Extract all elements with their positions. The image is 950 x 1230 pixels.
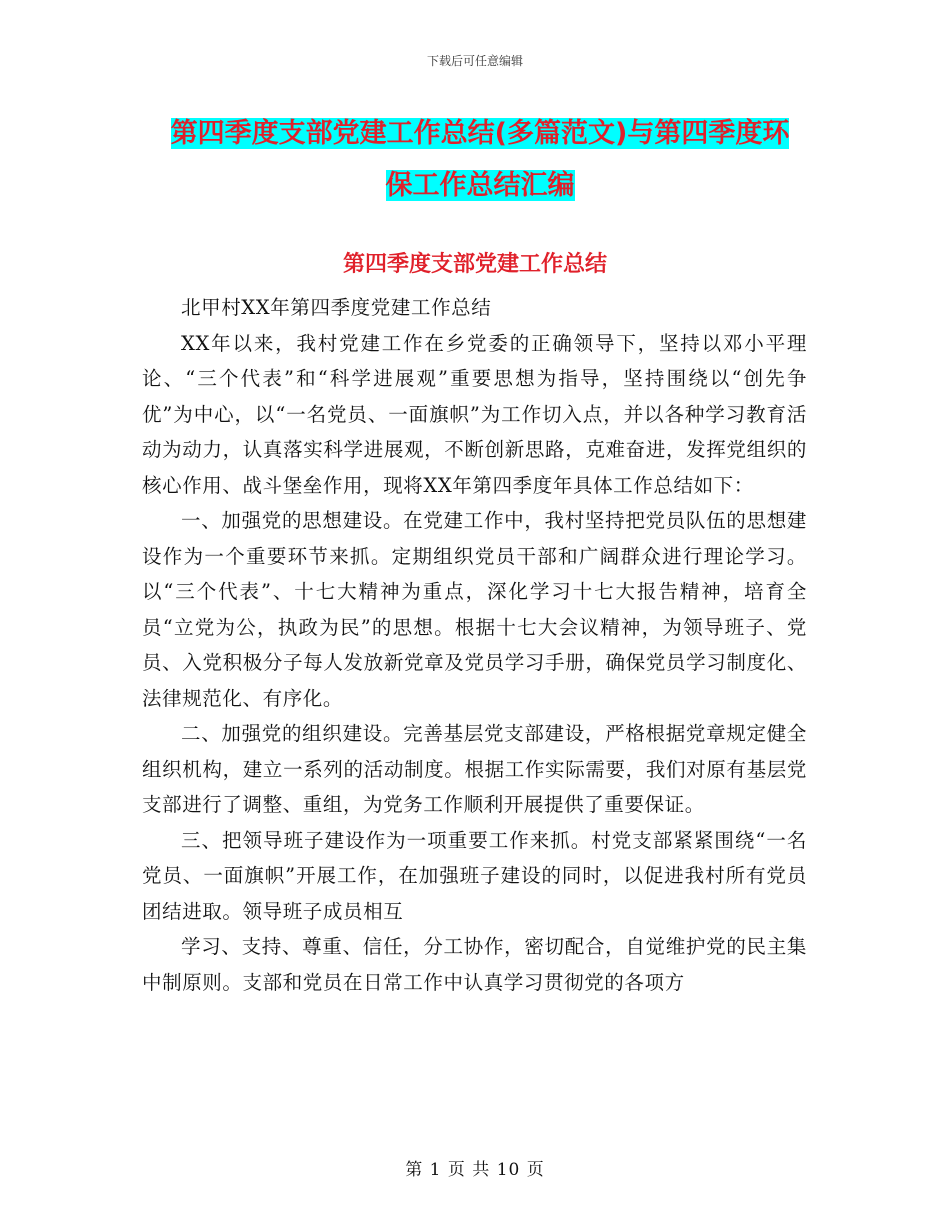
title-line-1: 第四季度支部党建工作总结(多篇范文)与第四季度环 [170,118,790,149]
paragraph: 二、加强党的组织建设。完善基层党支部建设，严格根据党章规定健全组织机构，建立一系列的活动制度。根据工作实际需要，我们对原有基层党支部进行了调整、重组，为党务工作顺利开展提供了重要保证。 [142,722,807,816]
document-body [142,290,807,1000]
page-footer: 第 1 页 共 10 页 [405,1160,545,1180]
paragraph: 三、把领导班子建设作为一项重要工作来抓。村党支部紧紧围绕“一名党员、一面旗帜”开展工作，在加强班子建设的同时，以促进我村所有党员团结进取。领导班子成员相互 [142,828,807,923]
paragraph: XX年以来，我村党建工作在乡党委的正确领导下，坚持以邓小平理论、“三个代表”和“科学进展观”重要思想为指导，坚持围绕以“创先争优”为中心，以“一名党员、一面旗帜”为工作切入点，并以各种学习教育活动为动力，认真落实科学进展观，不断创新思路，克难奋进，发挥党组织的核心作用、战斗堡垒作用，现将XX年第四季度年具体工作总结如下： [142,331,807,497]
header-note: 下载后可任意编辑 [426,54,523,68]
document-title [140,108,820,212]
paragraph: 北甲村XX年第四季度党建工作总结 [181,296,492,319]
paragraph: 学习、支持、尊重、信任，分工协作，密切配合，自觉维护党的民主集中制原则。支部和党员在日常工作中认真学习贯彻党的各项方 [142,935,807,994]
title-line-2: 保工作总结汇编 [385,170,575,201]
section-title: 第四季度支部党建工作总结 [342,252,607,277]
paragraph: 一、加强党的思想建设。在党建工作中，我村坚持把党员队伍的思想建设作为一个重要环节来抓。定期组织党员干部和广阔群众进行理论学习。以“三个代表”、十七大精神为重点，深化学习十七大报告精神，培育全员“立党为公，执政为民”的思想。根据十七大会议精神，为领导班子、党员、入党积极分子每人发放新党章及党员学习手册，确保党员学习制度化、法律规范化、有序化。 [142,509,807,710]
